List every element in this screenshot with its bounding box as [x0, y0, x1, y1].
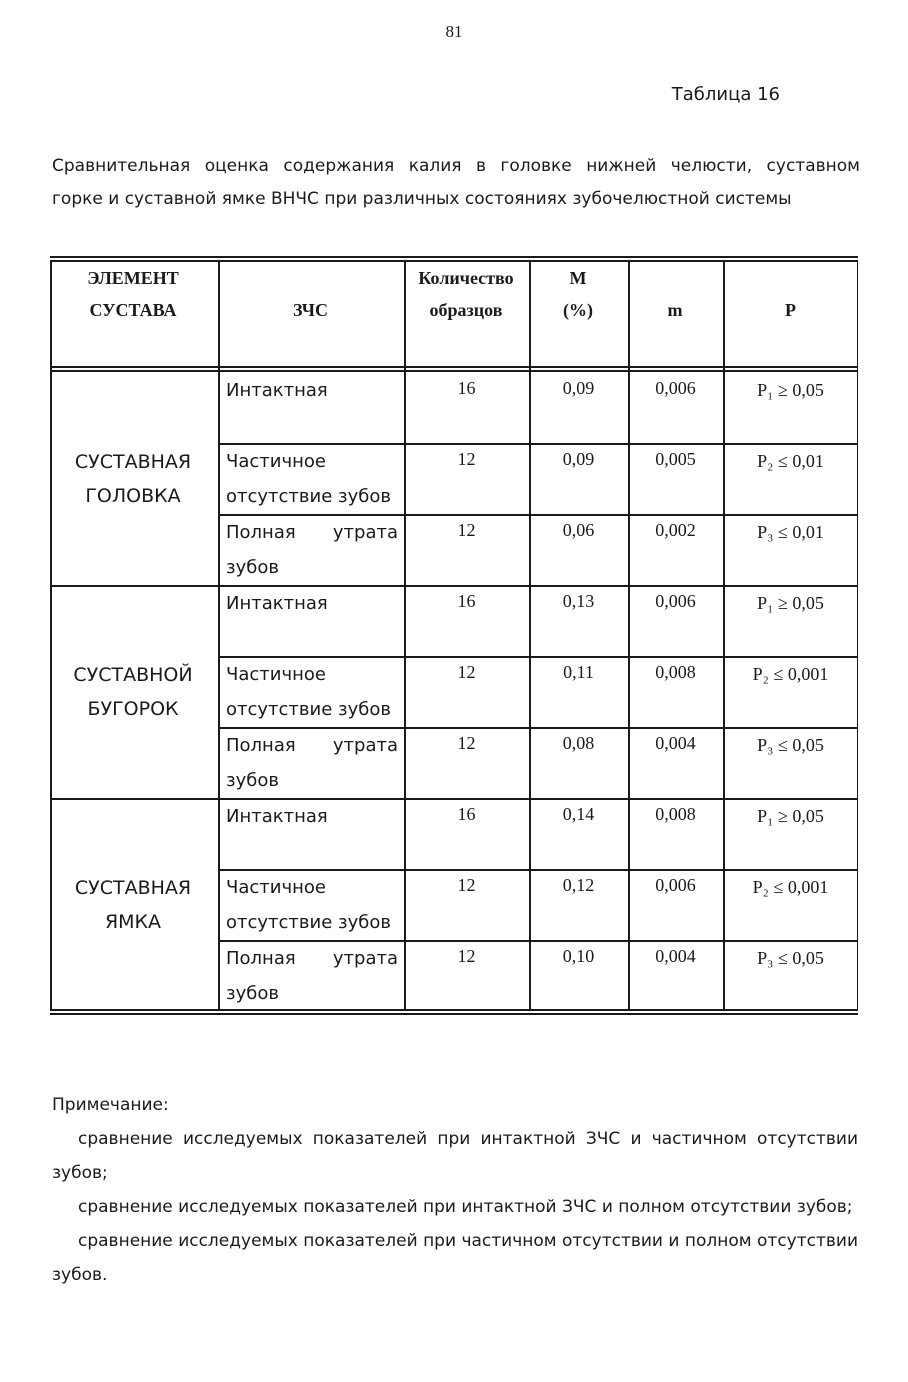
m-cell: 0,006	[655, 378, 696, 398]
P-cell: P₃ ≤ 0,05	[757, 948, 824, 968]
zchs-line-1: Интактная	[226, 593, 328, 614]
P-cell: P₁ ≥ 0,05	[757, 806, 824, 826]
col-line-1	[218, 260, 220, 1011]
P-cell: P₃ ≤ 0,01	[757, 522, 824, 542]
col-line-2	[404, 260, 406, 1011]
count-cell: 16	[457, 591, 476, 611]
zchs-line-2: отсутствие зубов	[226, 486, 391, 507]
P-cell: P₃ ≤ 0,05	[757, 735, 824, 755]
P-cell: P₁ ≥ 0,05	[757, 593, 824, 613]
zchs-cell	[218, 941, 404, 1011]
m-cell: 0,005	[655, 449, 696, 469]
zchs-line-1: Интактная	[226, 806, 328, 827]
zchs-cell	[218, 728, 404, 798]
row-separator	[218, 727, 858, 729]
page-number: 81	[445, 22, 463, 41]
zchs-word-2: утрата	[332, 522, 398, 543]
m-cell: 0,006	[655, 875, 696, 895]
group-name-line-2: ЯМКА	[104, 911, 162, 933]
m-cell: 0,008	[655, 662, 696, 682]
table-top-rule-inner	[50, 260, 858, 262]
count-cell: 16	[457, 378, 476, 398]
header-M	[529, 262, 627, 326]
col-line-left	[50, 260, 52, 1011]
zchs-word-1: Полная	[226, 522, 296, 543]
header-m	[628, 294, 722, 326]
header-M-line-1: М	[569, 268, 587, 288]
group-name-line-2: ГОЛОВКА	[85, 485, 181, 507]
table-top-rule	[50, 256, 858, 258]
M-cell: 0,14	[562, 804, 595, 824]
table-title	[52, 150, 860, 216]
group-separator	[50, 585, 858, 587]
zchs-cell	[218, 586, 404, 621]
count-cell: 12	[457, 520, 476, 540]
group-name-line-1: СУСТАВНАЯ	[74, 451, 192, 473]
zchs-cell	[218, 444, 404, 514]
M-cell: 0,11	[563, 662, 594, 682]
note-item-2: сравнение исследуемых показателей при интактной ЗЧС и полном отсутствии зубов;	[78, 1197, 853, 1217]
zchs-line-1: Частичное	[226, 877, 326, 898]
count-cell: 12	[457, 733, 476, 753]
note-item-3: сравнение исследуемых показателей при частичном отсутствии и полном отсутствии зубов.	[52, 1231, 858, 1285]
m-cell: 0,004	[655, 733, 696, 753]
count-cell: 12	[457, 875, 476, 895]
col-line-5	[723, 260, 725, 1011]
header-bottom-rule	[50, 366, 858, 368]
zchs-word-2: утрата	[332, 948, 398, 969]
M-cell: 0,10	[562, 946, 595, 966]
m-cell: 0,002	[655, 520, 696, 540]
col-line-4	[628, 260, 630, 1011]
m-cell: 0,004	[655, 946, 696, 966]
group-name-line-1: СУСТАВНАЯ	[74, 877, 192, 899]
zchs-word-1: Полная	[226, 948, 296, 969]
table-bottom-rule-inner	[50, 1013, 858, 1015]
notes	[52, 1088, 858, 1292]
P-cell: P₂ ≤ 0,001	[752, 664, 829, 684]
P-cell: P₁ ≥ 0,05	[757, 380, 824, 400]
zchs-line-2: зубов	[226, 983, 279, 1004]
zchs-line-2: отсутствие зубов	[226, 912, 391, 933]
zchs-cell	[218, 657, 404, 727]
table-bottom-rule	[50, 1009, 858, 1011]
count-cell: 12	[457, 662, 476, 682]
header-element-line-2: СУСТАВА	[89, 300, 177, 320]
header-element-line-1: ЭЛЕМЕНТ	[87, 268, 179, 288]
notes-heading: Примечание:	[52, 1095, 169, 1115]
P-cell: P₂ ≤ 0,001	[752, 877, 829, 897]
M-cell: 0,09	[562, 378, 595, 398]
m-cell: 0,006	[655, 591, 696, 611]
group-name	[50, 658, 216, 726]
header-M-line-2: (%)	[563, 300, 593, 320]
P-cell: P₂ ≤ 0,01	[757, 451, 824, 471]
col-line-6	[857, 260, 859, 1011]
header-P	[723, 294, 858, 326]
data-table	[50, 256, 858, 1018]
count-cell: 12	[457, 449, 476, 469]
row-separator	[218, 514, 858, 516]
zchs-word-2: утрата	[332, 735, 398, 756]
group-name	[50, 871, 216, 939]
m-cell: 0,008	[655, 804, 696, 824]
zchs-line-1: Интактная	[226, 380, 328, 401]
header-element	[50, 262, 216, 326]
header-count-line-1: Количество	[418, 268, 514, 288]
zchs-line-1: Частичное	[226, 451, 326, 472]
zchs-line-2: отсутствие зубов	[226, 699, 391, 720]
group-name-line-1: СУСТАВНОЙ	[73, 664, 193, 686]
zchs-line-1	[226, 728, 404, 763]
M-cell: 0,13	[562, 591, 595, 611]
count-cell: 12	[457, 946, 476, 966]
header-bottom-rule-inner	[50, 370, 858, 372]
zchs-cell	[218, 870, 404, 940]
zchs-cell	[218, 373, 404, 408]
group-name	[50, 445, 216, 513]
count-cell: 16	[457, 804, 476, 824]
zchs-line-1	[226, 941, 404, 976]
zchs-line-2: зубов	[226, 557, 279, 578]
row-separator	[218, 869, 858, 871]
header-zchs	[218, 294, 403, 326]
row-separator	[218, 443, 858, 445]
group-name-line-2: БУГОРОК	[87, 698, 179, 720]
header-count	[404, 262, 528, 326]
M-cell: 0,09	[562, 449, 595, 469]
group-separator	[50, 798, 858, 800]
zchs-word-1: Полная	[226, 735, 296, 756]
zchs-cell	[218, 515, 404, 585]
zchs-line-1: Частичное	[226, 664, 326, 685]
zchs-line-2: зубов	[226, 770, 279, 791]
row-separator	[218, 656, 858, 658]
row-separator	[218, 940, 858, 942]
table-caption: Таблица 16	[671, 84, 780, 105]
zchs-cell	[218, 799, 404, 834]
table-title-line-2: горке и суставной ямке ВНЧС при различных состояниях зубочелюстной системы	[52, 189, 792, 209]
header-count-line-2: образцов	[429, 300, 503, 320]
header-P-label: Р	[785, 300, 796, 320]
M-cell: 0,08	[562, 733, 595, 753]
header-zchs-label: ЗЧС	[292, 300, 329, 320]
zchs-line-1	[226, 515, 404, 550]
M-cell: 0,06	[562, 520, 595, 540]
table-title-line-1: Сравнительная оценка содержания калия в головке нижней челюсти, суставном	[52, 156, 860, 176]
col-line-3	[529, 260, 531, 1011]
note-item-1: сравнение исследуемых показателей при интактной ЗЧС и частичном отсутствии зубов;	[52, 1129, 858, 1183]
header-m-label: m	[667, 300, 683, 320]
M-cell: 0,12	[562, 875, 595, 895]
